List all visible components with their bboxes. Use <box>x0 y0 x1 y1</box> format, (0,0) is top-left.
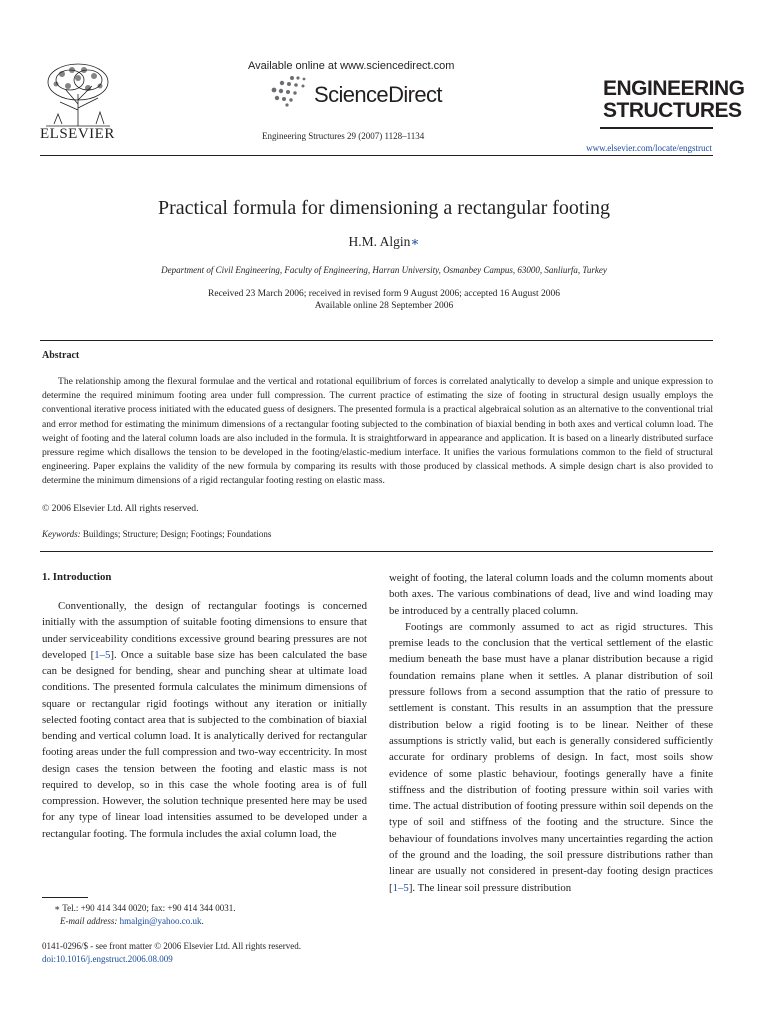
email-label: E-mail address: <box>60 915 118 926</box>
journal-title-rule <box>600 127 713 129</box>
article-history <box>0 288 768 312</box>
available-online-text: Available online at www.sciencedirect.com <box>248 60 455 72</box>
footnote-email <box>42 915 235 928</box>
right-column <box>389 570 713 896</box>
journal-title-line1: ENGINEERING <box>603 77 745 100</box>
footnote-mark: ∗ <box>54 903 61 913</box>
keywords-label: Keywords: <box>42 529 81 539</box>
abstract-bottom-divider <box>40 551 713 552</box>
journal-citation: Engineering Structures 29 (2007) 1128–1134 <box>262 131 425 141</box>
paragraph-text: ]. The linear soil pressure distribution <box>408 881 572 894</box>
paragraph <box>42 598 367 842</box>
paragraph-text: Footings are commonly assumed to act as rigid structures. This premise leads to the conclusion that the vertical settlement of the elastic medium beneath the base must have a planar distribution because a rigid foundation remains plane when it settles. A planar distribution of soil pressure follows from a second assumption that the ratio of pressure to settlement is constant. This results in an assumption that the pressure distribution below a rigid footing is to be linear. Neither of these assumptions is strictly valid, but each is generally considered sufficiently accurate for ordinary problems of design. In fact, most soils show evidence of some plastic behaviour, footings generally have a finite stiffness and the distribution of footing pressure within soil varies with time. The actual distribution of footing pressure within soil depends on the type of soil and stiffness of the footing and the structure. Since the behaviour of foundations involves many uncertainties regarding the action of the ground and the loading, the soil pressure distributions rather than linear are usually not considered in present-day footing design practices [ <box>389 620 713 894</box>
journal-url-link[interactable]: www.elsevier.com/locate/engstruct <box>586 143 712 153</box>
sciencedirect-wordmark: ScienceDirect <box>314 82 442 107</box>
keywords-list: Buildings; Structure; Design; Footings; Foundations <box>80 529 272 539</box>
paragraph: weight of footing, the lateral column loads and the column moments about both axes. The various combinations of dead, live and wind loading may be introduced by a centrally placed column. <box>389 572 713 617</box>
footnote-divider <box>42 897 88 898</box>
keywords <box>42 529 271 539</box>
paragraph <box>389 619 713 896</box>
abstract-heading: Abstract <box>42 350 80 361</box>
header-divider <box>40 155 713 156</box>
abstract-text: The relationship among the flexural formulae and the vertical and rotational equilibrium of forces is correlated analytically to develop a simple and unique expression to determine the required minimum footing area under full compression. The current practice of estimating the size of footing in structural design usually employs the conventional iterative process initiated with the educated guess of designers. The presented formula is a practical algebraical solution as an alternative to the conventional trial and error method for estimating the minimum dimensions of a rectangular footing subjected to the combination of biaxial bending in both axes and vertical column load. The weight of footing and the lateral column loads are also included in the formula. It is straightforward in appearance and application. It is based on a linearly distributed surface pressure regime which disallows the tension to be developed in the footing/elastic-medium interface. It unifies the various formulations common to the field of structural engineering. Paper explains the validity of the new formula by comparing its results with those produced by classical methods. A simple design chart is also provided to determine the minimum dimensions of a rigid rectangular footing resting on elastic mass. <box>42 376 713 487</box>
abstract-copyright: © 2006 Elsevier Ltd. All rights reserved. <box>42 503 199 514</box>
article-title: Practical formula for dimensioning a rectangular footing <box>157 197 611 219</box>
elsevier-tree-logo <box>40 60 116 128</box>
author-affiliation: Department of Civil Engineering, Faculty of Engineering, Harran University, Osmanbey Campus, 63000, Sanliurfa, Turkey <box>161 265 607 275</box>
sciencedirect-dots-logo <box>268 74 312 108</box>
email-link[interactable]: hmalgin@yahoo.co.uk <box>117 915 202 926</box>
footnote <box>42 902 235 927</box>
citation-link[interactable]: 1–5 <box>94 648 111 661</box>
paragraph-text: ]. Once a suitable base size has been calculated the base can be designed for bending, shear and punching shear at ultimate load conditions. The presented formula calculates the minimum dimensions of square or rectangular rigid footings without any iteration or initially selected footing contact area that is subjected to the combination of biaxial bending and vertical column load. It is analytically derived for rectangular footing areas under the full compression and two-way eccentricity. In most design cases the tension between the footing and elastic mass is not required to develop, so in this case the whole footing area is of full compression. However, the solution technique presented here may be used for any type of linear load intensities assumed to be developed under a rectangular footing. The formula includes the axial column load, the <box>42 648 367 840</box>
article-author <box>0 234 768 250</box>
issn-copyright: 0141-0296/$ - see front matter © 2006 Elsevier Ltd. All rights reserved. <box>42 941 302 951</box>
available-online-date: Available online 28 September 2006 <box>314 301 454 311</box>
email-punct: . <box>201 915 204 926</box>
footnote-contact <box>42 902 235 915</box>
left-column <box>42 598 367 842</box>
abstract-top-divider <box>40 340 713 341</box>
journal-title-line2: STRUCTURES <box>603 99 742 122</box>
page-footer <box>42 940 301 965</box>
section-heading: 1. Introduction <box>42 571 112 583</box>
paragraph-text: Conventionally, the design of rectangular footings is concerned initially with the assumption of suitable footing dimensions to ensure that under serviceability conditions excessive ground bearing pressures are not developed [ <box>42 600 367 661</box>
doi-link[interactable]: doi:10.1016/j.engstruct.2006.08.009 <box>42 953 173 964</box>
citation-link[interactable]: 1–5 <box>392 881 409 894</box>
publisher-name: ELSEVIER <box>40 126 115 142</box>
author-name: H.M. Algin <box>348 234 411 249</box>
footnote-contact-text: Tel.: +90 414 344 0020; fax: +90 414 344 0031. <box>60 903 236 913</box>
author-footnote-link[interactable]: ∗ <box>410 234 420 249</box>
received-dates: Received 23 March 2006; received in revised form 9 August 2006; accepted 16 August 2006 <box>208 289 560 299</box>
